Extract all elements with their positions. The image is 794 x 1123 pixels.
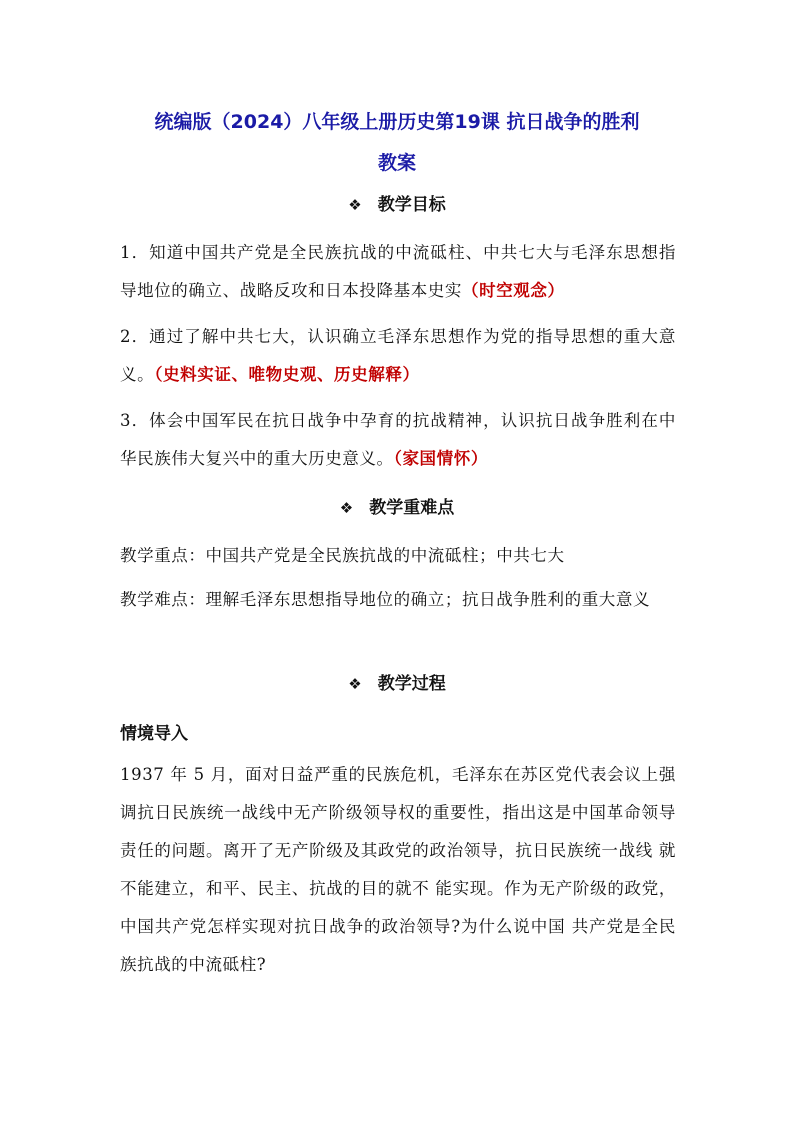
section-heading-key-points <box>0 493 794 518</box>
section-heading-process <box>0 669 794 694</box>
goal-tag: （家国情怀） <box>393 449 488 468</box>
intro-paragraph: 1937 年 5 月，面对日益严重的民族危机，毛泽东在苏区党代表会议上强调抗日民族统一战线中无产阶级领导权的重要性，指出这是中国革命领导责任的问题。离开了无产阶级及其政党的政治领导，抗日民族统一战线 就不能建立，和平、民主、抗战的目的就不 能实现。作为无产阶级的政党，中国共产党怎样实现对抗日战争的政治领导?为什么说中国 共产党是全民族抗战的中流砥柱? <box>120 765 676 974</box>
teaching-focus: 教学重点：中国共产党是全民族抗战的中流砥柱；中共七大 <box>120 546 565 565</box>
goal-text: 3．体会中国军民在抗日战争中孕育的抗战精神，认识抗日战争胜利在中华民族伟大复兴中的重大历史意义。 <box>120 411 676 468</box>
goal-tag: （史料实证、唯物史观、历史解释） <box>154 365 420 384</box>
section-heading-label: 教学过程 <box>377 674 446 694</box>
subheading-scenario-intro: 情境导入 <box>120 724 188 744</box>
teaching-difficulty: 教学难点：理解毛泽东思想指导地位的确立；抗日战争胜利的重大意义 <box>120 590 651 609</box>
goal-tag: （时空观念） <box>462 281 565 300</box>
goal-text: 2．通过了解中共七大，认识确立毛泽东思想作为党的指导思想的重大意义。 <box>120 327 676 384</box>
document-subtitle: 教案 <box>377 152 416 174</box>
goal-text: 1．知道中国共产党是全民族抗战的中流砥柱、中共七大与毛泽东思想指导地位的确立、战略反攻和日本投降基本史实 <box>120 243 676 300</box>
goal-item-3 <box>120 402 676 478</box>
section-heading-label: 教学目标 <box>377 195 446 215</box>
section-heading-goals <box>0 190 794 215</box>
diamond-bullet-icon: ❖ <box>348 196 362 214</box>
diamond-bullet-icon: ❖ <box>339 499 354 517</box>
goal-item-2 <box>120 318 676 394</box>
document-title: 统编版（2024）八年级上册历史第19课 抗日战争的胜利 <box>154 111 640 133</box>
diamond-bullet-icon: ❖ <box>348 675 362 693</box>
goal-item-1 <box>120 234 676 310</box>
section-heading-label: 教学重难点 <box>369 498 455 518</box>
